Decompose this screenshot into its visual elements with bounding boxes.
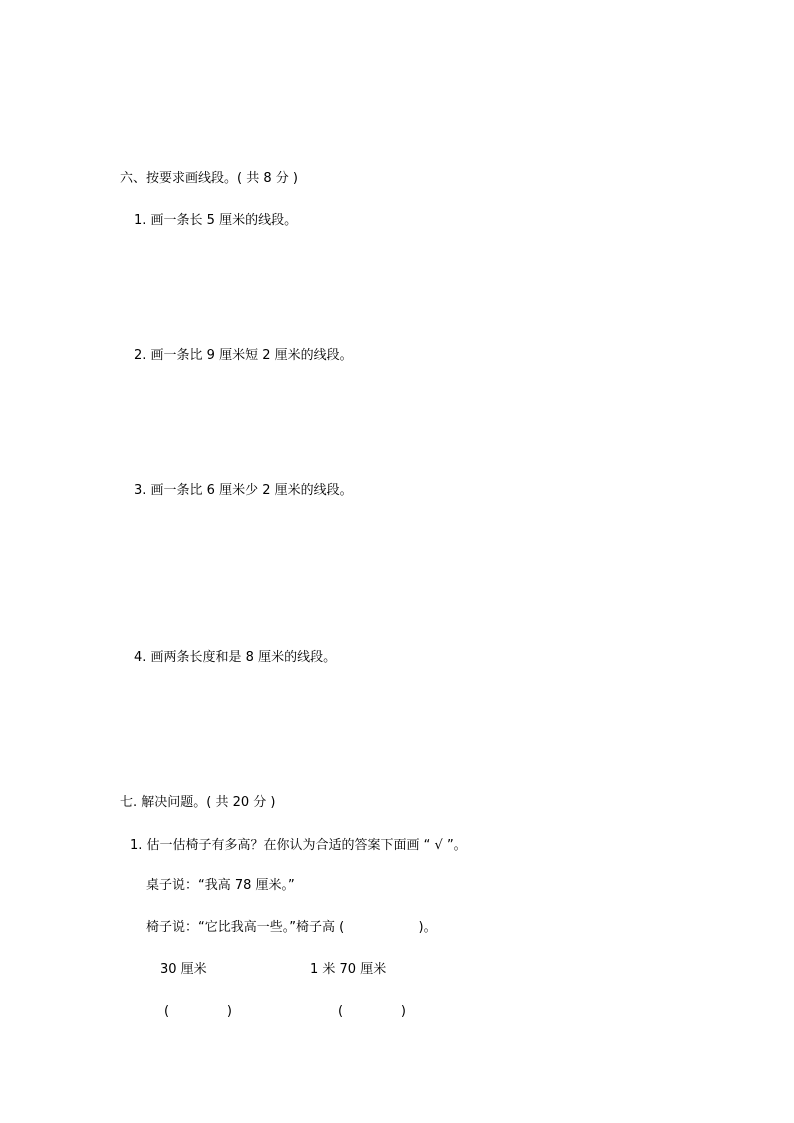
section-7-heading: 七. 解决问题。( 共 20 分 ) xyxy=(120,795,276,810)
section-6-item-2: 2. 画一条比 9 厘米短 2 厘米的线段。 xyxy=(134,348,353,363)
desk-says: 桌子说：“我高 78 厘米。” xyxy=(146,878,295,893)
answer-blank-b[interactable]: ( ) xyxy=(338,1004,406,1019)
section-6-item-3: 3. 画一条比 6 厘米少 2 厘米的线段。 xyxy=(134,483,353,498)
section-6-item-4: 4. 画两条长度和是 8 厘米的线段。 xyxy=(134,650,337,665)
option-b: 1 米 70 厘米 xyxy=(310,962,387,977)
section-6-heading: 六、按要求画线段。( 共 8 分 ) xyxy=(120,171,298,186)
section-6-item-1: 1. 画一条长 5 厘米的线段。 xyxy=(134,213,298,228)
option-a: 30 厘米 xyxy=(160,962,207,977)
question-1: 1. 估一估椅子有多高？在你认为合适的答案下面画 “ √ ”。 xyxy=(130,838,467,853)
answer-blank-a[interactable]: ( ) xyxy=(164,1004,232,1019)
chair-says: 椅子说：“它比我高一些。”椅子高 ( )。 xyxy=(146,920,437,935)
